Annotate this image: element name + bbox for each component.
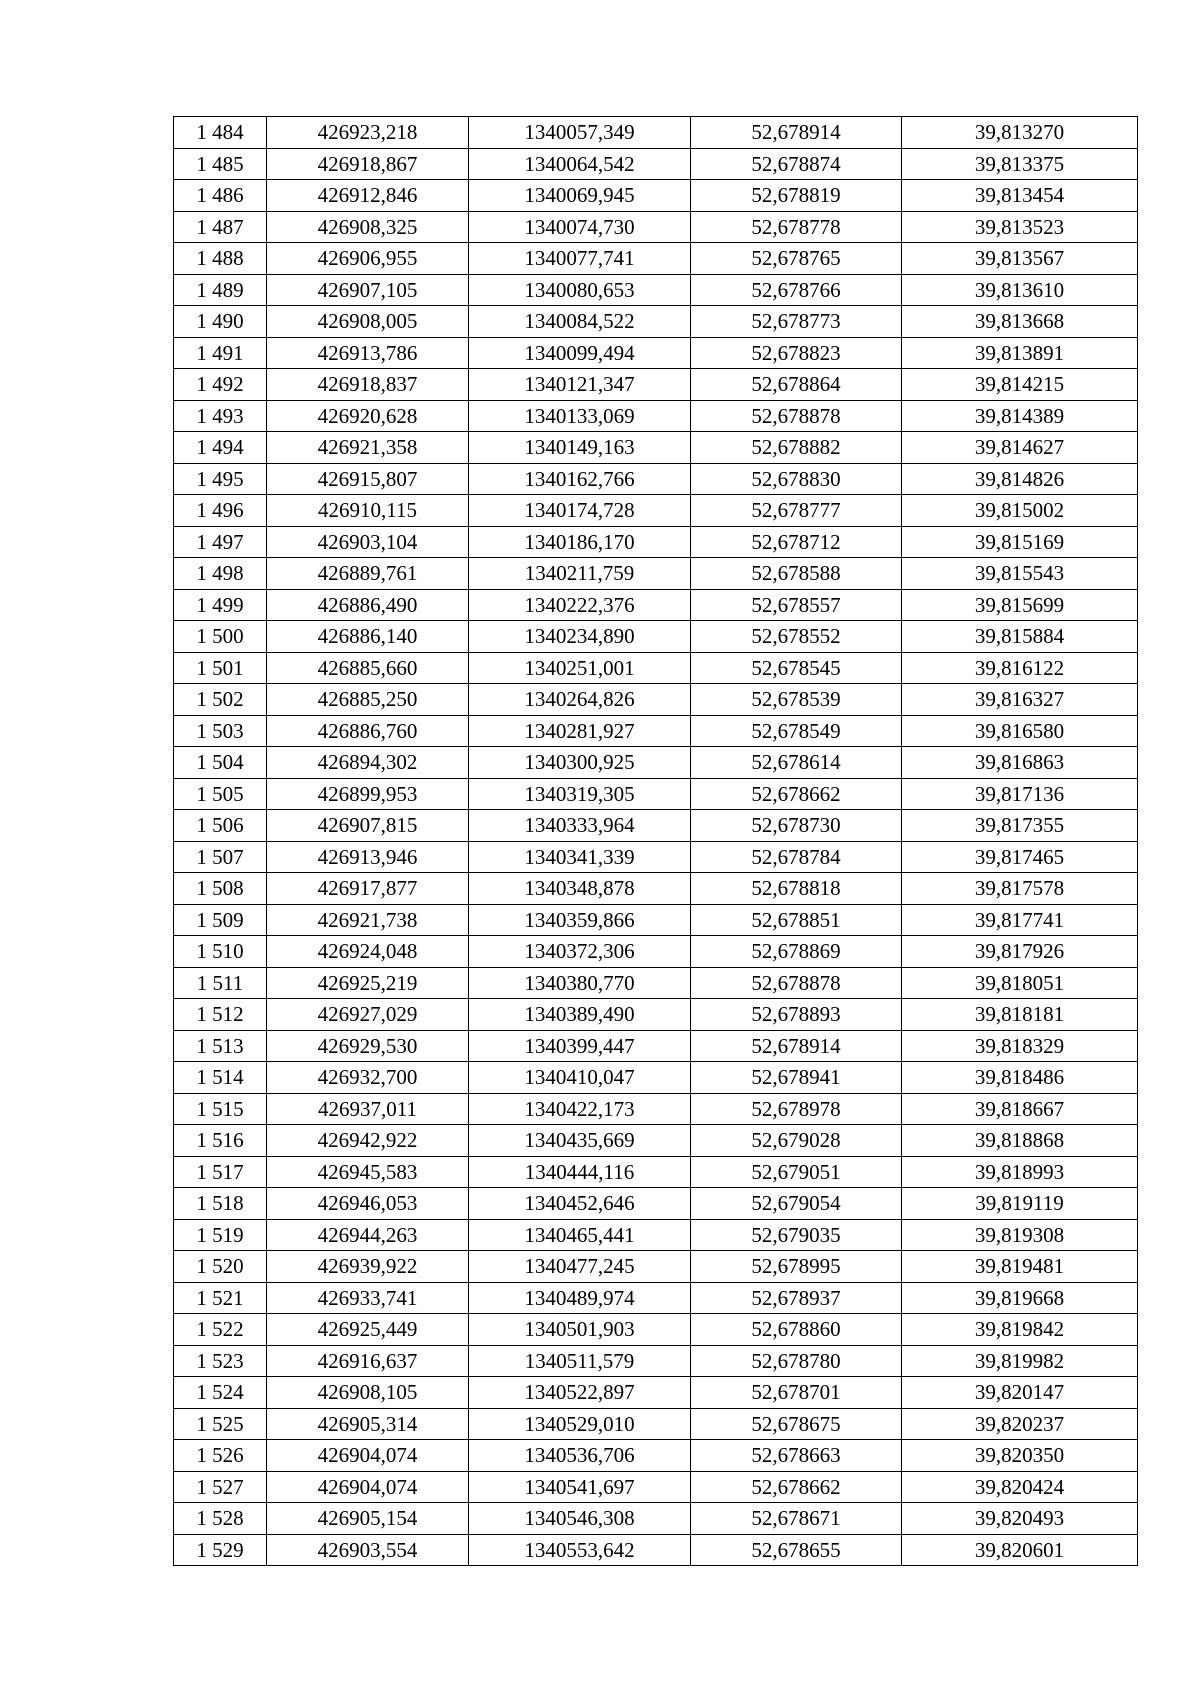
table-row [174,495,1138,527]
longitude-cell: 39,815169 [902,526,1138,558]
x-coordinate-cell: 426908,325 [267,211,469,243]
table-row [174,1314,1138,1346]
longitude-cell: 39,820237 [902,1408,1138,1440]
x-coordinate-cell: 426903,554 [267,1534,469,1566]
latitude-cell: 52,678662 [691,778,902,810]
latitude-cell: 52,678830 [691,463,902,495]
y-coordinate-cell: 1340359,866 [469,904,691,936]
latitude-cell: 52,678778 [691,211,902,243]
longitude-cell: 39,814215 [902,369,1138,401]
point-number-cell: 1 497 [174,526,267,558]
y-coordinate-cell: 1340541,697 [469,1471,691,1503]
point-number-cell: 1 494 [174,432,267,464]
x-coordinate-cell: 426886,490 [267,589,469,621]
x-coordinate-cell: 426932,700 [267,1062,469,1094]
point-number-cell: 1 496 [174,495,267,527]
y-coordinate-cell: 1340546,308 [469,1503,691,1535]
longitude-cell: 39,815543 [902,558,1138,590]
y-coordinate-cell: 1340186,170 [469,526,691,558]
latitude-cell: 52,678937 [691,1282,902,1314]
point-number-cell: 1 527 [174,1471,267,1503]
x-coordinate-cell: 426917,877 [267,873,469,905]
point-number-cell: 1 495 [174,463,267,495]
y-coordinate-cell: 1340080,653 [469,274,691,306]
longitude-cell: 39,820601 [902,1534,1138,1566]
latitude-cell: 52,678941 [691,1062,902,1094]
x-coordinate-cell: 426905,314 [267,1408,469,1440]
point-number-cell: 1 519 [174,1219,267,1251]
x-coordinate-cell: 426906,955 [267,243,469,275]
x-coordinate-cell: 426907,815 [267,810,469,842]
point-number-cell: 1 522 [174,1314,267,1346]
point-number-cell: 1 516 [174,1125,267,1157]
y-coordinate-cell: 1340348,878 [469,873,691,905]
x-coordinate-cell: 426944,263 [267,1219,469,1251]
latitude-cell: 52,678777 [691,495,902,527]
point-number-cell: 1 511 [174,967,267,999]
longitude-cell: 39,817926 [902,936,1138,968]
point-number-cell: 1 521 [174,1282,267,1314]
latitude-cell: 52,678819 [691,180,902,212]
y-coordinate-cell: 1340529,010 [469,1408,691,1440]
longitude-cell: 39,813523 [902,211,1138,243]
table-row [174,967,1138,999]
point-number-cell: 1 502 [174,684,267,716]
latitude-cell: 52,678712 [691,526,902,558]
longitude-cell: 39,818051 [902,967,1138,999]
latitude-cell: 52,678878 [691,967,902,999]
y-coordinate-cell: 1340501,903 [469,1314,691,1346]
longitude-cell: 39,813567 [902,243,1138,275]
longitude-cell: 39,819668 [902,1282,1138,1314]
latitude-cell: 52,678995 [691,1251,902,1283]
latitude-cell: 52,678818 [691,873,902,905]
latitude-cell: 52,678539 [691,684,902,716]
table-row [174,1030,1138,1062]
table-row [174,904,1138,936]
y-coordinate-cell: 1340380,770 [469,967,691,999]
x-coordinate-cell: 426904,074 [267,1471,469,1503]
latitude-cell: 52,678851 [691,904,902,936]
y-coordinate-cell: 1340251,001 [469,652,691,684]
point-number-cell: 1 509 [174,904,267,936]
point-number-cell: 1 504 [174,747,267,779]
longitude-cell: 39,820147 [902,1377,1138,1409]
table-row [174,841,1138,873]
table-row [174,1156,1138,1188]
latitude-cell: 52,678914 [691,117,902,149]
latitude-cell: 52,678823 [691,337,902,369]
latitude-cell: 52,678978 [691,1093,902,1125]
y-coordinate-cell: 1340452,646 [469,1188,691,1220]
point-number-cell: 1 518 [174,1188,267,1220]
point-number-cell: 1 487 [174,211,267,243]
table-row [174,1440,1138,1472]
latitude-cell: 52,678874 [691,148,902,180]
coordinates-table-body [174,117,1138,1566]
longitude-cell: 39,817741 [902,904,1138,936]
point-number-cell: 1 484 [174,117,267,149]
y-coordinate-cell: 1340174,728 [469,495,691,527]
coordinates-table [173,116,1138,1566]
point-number-cell: 1 508 [174,873,267,905]
longitude-cell: 39,819481 [902,1251,1138,1283]
x-coordinate-cell: 426885,660 [267,652,469,684]
latitude-cell: 52,678662 [691,1471,902,1503]
table-row [174,1062,1138,1094]
y-coordinate-cell: 1340410,047 [469,1062,691,1094]
latitude-cell: 52,678655 [691,1534,902,1566]
longitude-cell: 39,817578 [902,873,1138,905]
longitude-cell: 39,817136 [902,778,1138,810]
y-coordinate-cell: 1340341,339 [469,841,691,873]
x-coordinate-cell: 426939,922 [267,1251,469,1283]
table-row [174,1471,1138,1503]
y-coordinate-cell: 1340444,116 [469,1156,691,1188]
table-row [174,243,1138,275]
latitude-cell: 52,679035 [691,1219,902,1251]
table-row [174,778,1138,810]
latitude-cell: 52,679051 [691,1156,902,1188]
y-coordinate-cell: 1340149,163 [469,432,691,464]
latitude-cell: 52,678864 [691,369,902,401]
x-coordinate-cell: 426886,140 [267,621,469,653]
table-row [174,1282,1138,1314]
x-coordinate-cell: 426918,867 [267,148,469,180]
y-coordinate-cell: 1340099,494 [469,337,691,369]
point-number-cell: 1 500 [174,621,267,653]
table-row [174,684,1138,716]
table-row [174,211,1138,243]
longitude-cell: 39,814627 [902,432,1138,464]
x-coordinate-cell: 426894,302 [267,747,469,779]
point-number-cell: 1 517 [174,1156,267,1188]
longitude-cell: 39,818667 [902,1093,1138,1125]
latitude-cell: 52,678552 [691,621,902,653]
point-number-cell: 1 523 [174,1345,267,1377]
point-number-cell: 1 528 [174,1503,267,1535]
x-coordinate-cell: 426923,218 [267,117,469,149]
longitude-cell: 39,816122 [902,652,1138,684]
latitude-cell: 52,678614 [691,747,902,779]
table-row [174,180,1138,212]
y-coordinate-cell: 1340211,759 [469,558,691,590]
point-number-cell: 1 498 [174,558,267,590]
y-coordinate-cell: 1340077,741 [469,243,691,275]
point-number-cell: 1 499 [174,589,267,621]
table-row [174,1503,1138,1535]
latitude-cell: 52,678663 [691,1440,902,1472]
table-row [174,306,1138,338]
y-coordinate-cell: 1340074,730 [469,211,691,243]
point-number-cell: 1 489 [174,274,267,306]
longitude-cell: 39,817355 [902,810,1138,842]
latitude-cell: 52,678557 [691,589,902,621]
latitude-cell: 52,678780 [691,1345,902,1377]
table-row [174,652,1138,684]
latitude-cell: 52,678869 [691,936,902,968]
table-row [174,1093,1138,1125]
y-coordinate-cell: 1340069,945 [469,180,691,212]
y-coordinate-cell: 1340319,305 [469,778,691,810]
table-row [174,873,1138,905]
latitude-cell: 52,678878 [691,400,902,432]
longitude-cell: 39,813454 [902,180,1138,212]
latitude-cell: 52,678765 [691,243,902,275]
x-coordinate-cell: 426903,104 [267,526,469,558]
table-row [174,621,1138,653]
latitude-cell: 52,678882 [691,432,902,464]
table-row [174,747,1138,779]
latitude-cell: 52,678773 [691,306,902,338]
longitude-cell: 39,813270 [902,117,1138,149]
point-number-cell: 1 515 [174,1093,267,1125]
point-number-cell: 1 505 [174,778,267,810]
y-coordinate-cell: 1340511,579 [469,1345,691,1377]
point-number-cell: 1 491 [174,337,267,369]
point-number-cell: 1 520 [174,1251,267,1283]
point-number-cell: 1 513 [174,1030,267,1062]
y-coordinate-cell: 1340372,306 [469,936,691,968]
latitude-cell: 52,678730 [691,810,902,842]
table-row [174,274,1138,306]
longitude-cell: 39,819119 [902,1188,1138,1220]
longitude-cell: 39,816580 [902,715,1138,747]
table-row [174,1377,1138,1409]
table-row [174,1125,1138,1157]
x-coordinate-cell: 426924,048 [267,936,469,968]
x-coordinate-cell: 426946,053 [267,1188,469,1220]
longitude-cell: 39,818486 [902,1062,1138,1094]
latitude-cell: 52,678545 [691,652,902,684]
latitude-cell: 52,678914 [691,1030,902,1062]
longitude-cell: 39,813668 [902,306,1138,338]
table-row [174,1534,1138,1566]
y-coordinate-cell: 1340281,927 [469,715,691,747]
x-coordinate-cell: 426913,786 [267,337,469,369]
table-row [174,369,1138,401]
y-coordinate-cell: 1340300,925 [469,747,691,779]
x-coordinate-cell: 426929,530 [267,1030,469,1062]
longitude-cell: 39,813610 [902,274,1138,306]
point-number-cell: 1 501 [174,652,267,684]
point-number-cell: 1 507 [174,841,267,873]
longitude-cell: 39,814826 [902,463,1138,495]
latitude-cell: 52,678675 [691,1408,902,1440]
table-row [174,400,1138,432]
y-coordinate-cell: 1340084,522 [469,306,691,338]
table-row [174,1251,1138,1283]
point-number-cell: 1 526 [174,1440,267,1472]
x-coordinate-cell: 426889,761 [267,558,469,590]
y-coordinate-cell: 1340536,706 [469,1440,691,1472]
longitude-cell: 39,813891 [902,337,1138,369]
table-row [174,337,1138,369]
longitude-cell: 39,816863 [902,747,1138,779]
table-row [174,1408,1138,1440]
y-coordinate-cell: 1340264,826 [469,684,691,716]
longitude-cell: 39,818993 [902,1156,1138,1188]
point-number-cell: 1 492 [174,369,267,401]
y-coordinate-cell: 1340064,542 [469,148,691,180]
longitude-cell: 39,820424 [902,1471,1138,1503]
x-coordinate-cell: 426920,628 [267,400,469,432]
y-coordinate-cell: 1340133,069 [469,400,691,432]
x-coordinate-cell: 426921,358 [267,432,469,464]
x-coordinate-cell: 426910,115 [267,495,469,527]
table-row [174,936,1138,968]
longitude-cell: 39,815699 [902,589,1138,621]
table-row [174,148,1138,180]
y-coordinate-cell: 1340057,349 [469,117,691,149]
latitude-cell: 52,678549 [691,715,902,747]
table-row [174,432,1138,464]
latitude-cell: 52,678784 [691,841,902,873]
table-row [174,999,1138,1031]
table-row [174,558,1138,590]
point-number-cell: 1 503 [174,715,267,747]
table-row [174,1219,1138,1251]
longitude-cell: 39,816327 [902,684,1138,716]
x-coordinate-cell: 426927,029 [267,999,469,1031]
table-row [174,589,1138,621]
table-row [174,1188,1138,1220]
latitude-cell: 52,679028 [691,1125,902,1157]
y-coordinate-cell: 1340121,347 [469,369,691,401]
longitude-cell: 39,814389 [902,400,1138,432]
x-coordinate-cell: 426933,741 [267,1282,469,1314]
longitude-cell: 39,820350 [902,1440,1138,1472]
longitude-cell: 39,819982 [902,1345,1138,1377]
x-coordinate-cell: 426886,760 [267,715,469,747]
x-coordinate-cell: 426937,011 [267,1093,469,1125]
longitude-cell: 39,818181 [902,999,1138,1031]
x-coordinate-cell: 426921,738 [267,904,469,936]
x-coordinate-cell: 426908,005 [267,306,469,338]
x-coordinate-cell: 426899,953 [267,778,469,810]
x-coordinate-cell: 426916,637 [267,1345,469,1377]
x-coordinate-cell: 426885,250 [267,684,469,716]
table-row [174,715,1138,747]
x-coordinate-cell: 426904,074 [267,1440,469,1472]
y-coordinate-cell: 1340465,441 [469,1219,691,1251]
x-coordinate-cell: 426912,846 [267,180,469,212]
point-number-cell: 1 485 [174,148,267,180]
y-coordinate-cell: 1340422,173 [469,1093,691,1125]
y-coordinate-cell: 1340222,376 [469,589,691,621]
latitude-cell: 52,678860 [691,1314,902,1346]
y-coordinate-cell: 1340477,245 [469,1251,691,1283]
x-coordinate-cell: 426907,105 [267,274,469,306]
x-coordinate-cell: 426925,219 [267,967,469,999]
x-coordinate-cell: 426913,946 [267,841,469,873]
table-row [174,463,1138,495]
y-coordinate-cell: 1340553,642 [469,1534,691,1566]
latitude-cell: 52,679054 [691,1188,902,1220]
point-number-cell: 1 512 [174,999,267,1031]
longitude-cell: 39,819308 [902,1219,1138,1251]
latitude-cell: 52,678671 [691,1503,902,1535]
longitude-cell: 39,815884 [902,621,1138,653]
y-coordinate-cell: 1340435,669 [469,1125,691,1157]
latitude-cell: 52,678766 [691,274,902,306]
longitude-cell: 39,813375 [902,148,1138,180]
y-coordinate-cell: 1340522,897 [469,1377,691,1409]
longitude-cell: 39,815002 [902,495,1138,527]
latitude-cell: 52,678893 [691,999,902,1031]
point-number-cell: 1 524 [174,1377,267,1409]
point-number-cell: 1 490 [174,306,267,338]
point-number-cell: 1 493 [174,400,267,432]
table-row [174,526,1138,558]
table-row [174,117,1138,149]
x-coordinate-cell: 426945,583 [267,1156,469,1188]
longitude-cell: 39,820493 [902,1503,1138,1535]
longitude-cell: 39,818868 [902,1125,1138,1157]
table-row [174,1345,1138,1377]
x-coordinate-cell: 426915,807 [267,463,469,495]
point-number-cell: 1 506 [174,810,267,842]
point-number-cell: 1 514 [174,1062,267,1094]
y-coordinate-cell: 1340162,766 [469,463,691,495]
x-coordinate-cell: 426918,837 [267,369,469,401]
point-number-cell: 1 529 [174,1534,267,1566]
x-coordinate-cell: 426905,154 [267,1503,469,1535]
point-number-cell: 1 486 [174,180,267,212]
longitude-cell: 39,817465 [902,841,1138,873]
point-number-cell: 1 488 [174,243,267,275]
longitude-cell: 39,819842 [902,1314,1138,1346]
y-coordinate-cell: 1340389,490 [469,999,691,1031]
y-coordinate-cell: 1340489,974 [469,1282,691,1314]
latitude-cell: 52,678588 [691,558,902,590]
x-coordinate-cell: 426908,105 [267,1377,469,1409]
table-row [174,810,1138,842]
longitude-cell: 39,818329 [902,1030,1138,1062]
x-coordinate-cell: 426925,449 [267,1314,469,1346]
y-coordinate-cell: 1340399,447 [469,1030,691,1062]
y-coordinate-cell: 1340234,890 [469,621,691,653]
y-coordinate-cell: 1340333,964 [469,810,691,842]
point-number-cell: 1 525 [174,1408,267,1440]
point-number-cell: 1 510 [174,936,267,968]
latitude-cell: 52,678701 [691,1377,902,1409]
x-coordinate-cell: 426942,922 [267,1125,469,1157]
